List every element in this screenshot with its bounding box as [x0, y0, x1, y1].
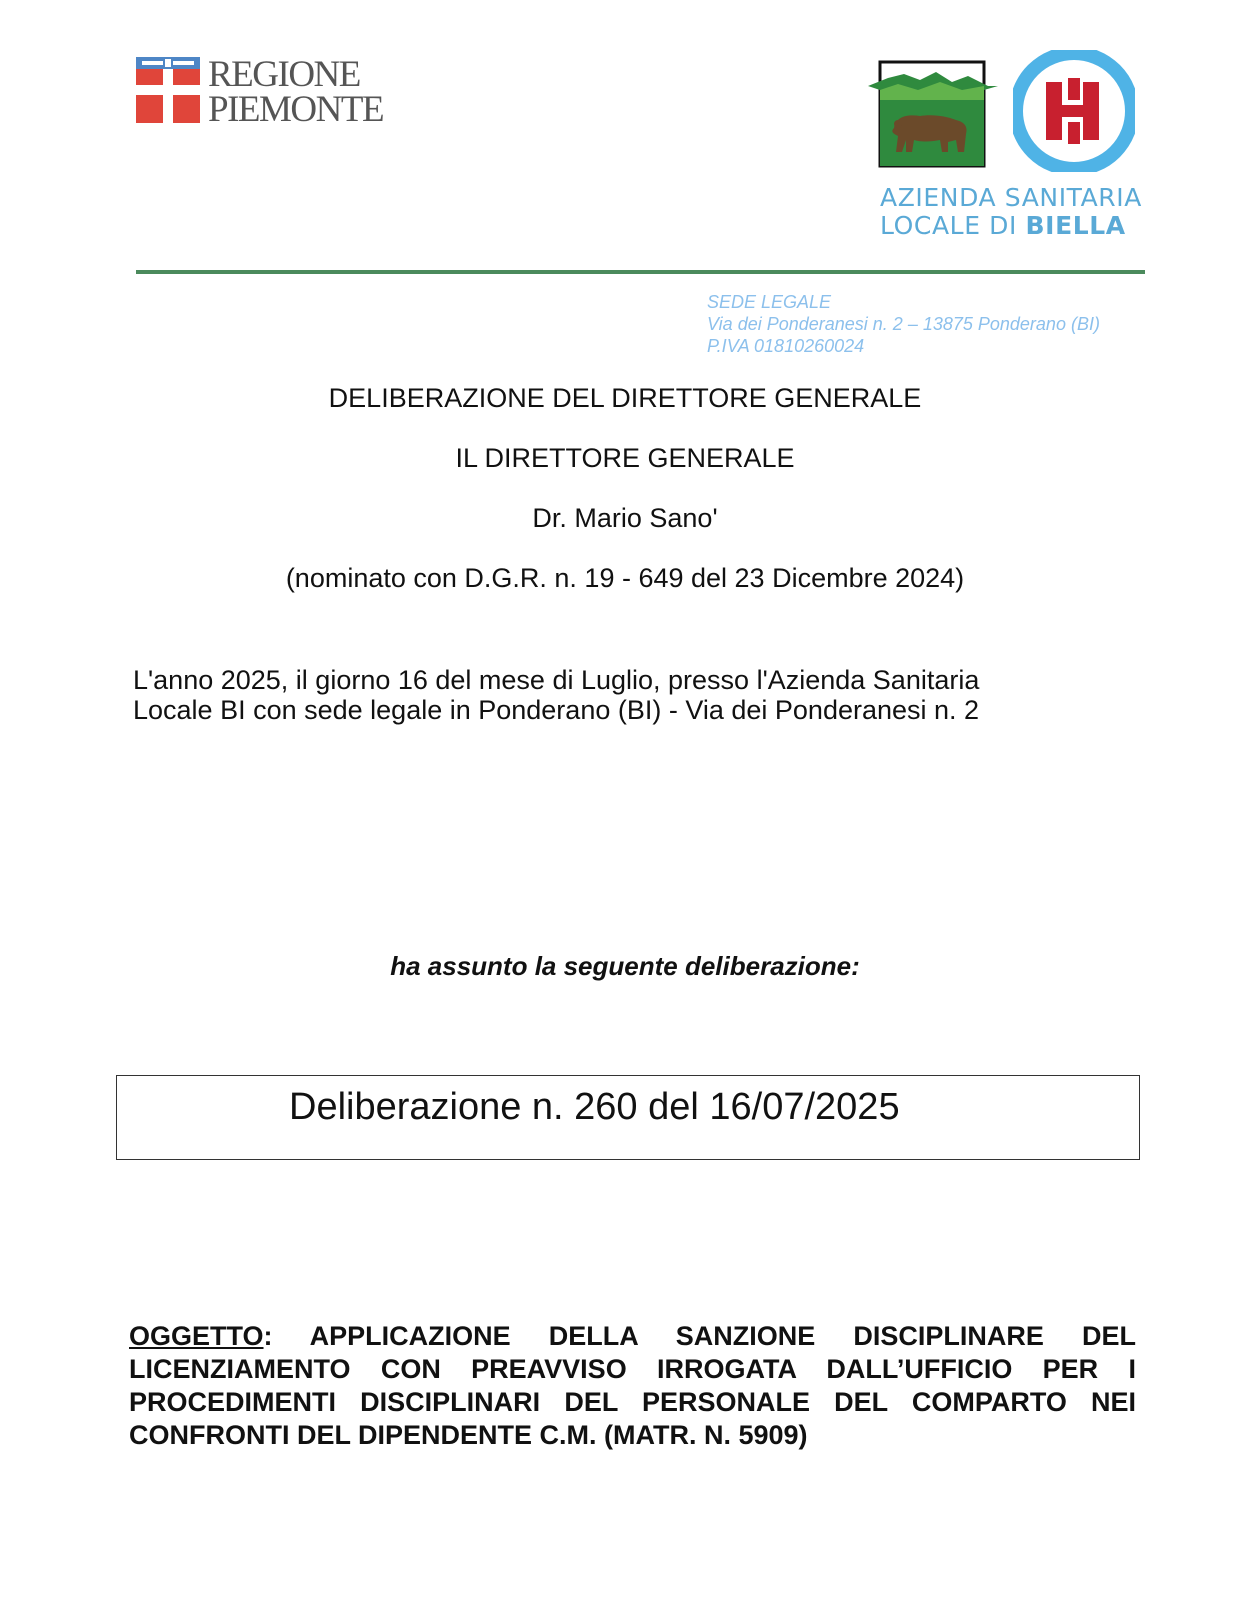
regione-piemonte-flag-icon: [136, 57, 200, 123]
regione-piemonte-logo: [136, 54, 384, 130]
oggetto-paragraph: [129, 1320, 1136, 1452]
sede-legale-block: [707, 291, 1100, 357]
oggetto-text: : APPLICAZIONE DELLA SANZIONE DISCIPLINARE DEL LICENZIAMENTO CON PREAVVISO IRROGATA DALL’UFFICIO PER I PROCEDIMENTI DISCIPLINARI DEL PERSONALE DEL COMPARTO NEI CONFRONTI DEL DIPENDENTE C.M. (MATR. N. 5909): [129, 1321, 1136, 1450]
regione-logo-line1: REGIONE: [208, 54, 360, 95]
header-divider: [136, 270, 1145, 274]
sede-piva: P.IVA 01810260024: [707, 336, 865, 356]
bear-mountain-icon: [868, 56, 998, 170]
sede-address: Via dei Ponderanesi n. 2 – 13875 Ponderano (BI): [707, 314, 1100, 334]
nomina-line: (nominato con D.G.R. n. 19 - 649 del 23 Dicembre 2024): [285, 563, 965, 593]
asl-biella-logo: [868, 50, 1158, 250]
regione-logo-line2: PIEMONTE: [208, 89, 384, 130]
intro-paragraph: [133, 665, 979, 725]
direttore-name: Dr. Mario Sano': [532, 503, 718, 533]
intro-line2: Locale BI con sede legale in Ponderano (BI) - Via dei Ponderanesi n. 2: [133, 695, 980, 725]
asl-name-line2-plain: LOCALE DI: [880, 211, 1026, 240]
oggetto-label: OGGETTO: [129, 1321, 264, 1351]
asl-name-line2: [880, 212, 1142, 240]
intro-line1: L'anno 2025, il giorno 16 del mese di Luglio, presso l'Azienda Sanitaria: [133, 665, 980, 695]
delibera-number: Deliberazione n. 260 del 16/07/2025: [289, 1086, 900, 1128]
direttore-heading: IL DIRETTORE GENERALE: [455, 443, 795, 473]
ospedale-biella-seal-icon: [1013, 50, 1135, 172]
sede-label: SEDE LEGALE: [707, 292, 832, 312]
asl-name-line2-bold: BIELLA: [1025, 211, 1126, 240]
document-title: DELIBERAZIONE DEL DIRETTORE GENERALE: [328, 383, 922, 413]
delibera-number-box: [116, 1075, 1140, 1160]
asl-name-line1: AZIENDA SANITARIA: [880, 183, 1142, 212]
assunto-line: ha assunto la seguente deliberazione:: [390, 951, 860, 981]
